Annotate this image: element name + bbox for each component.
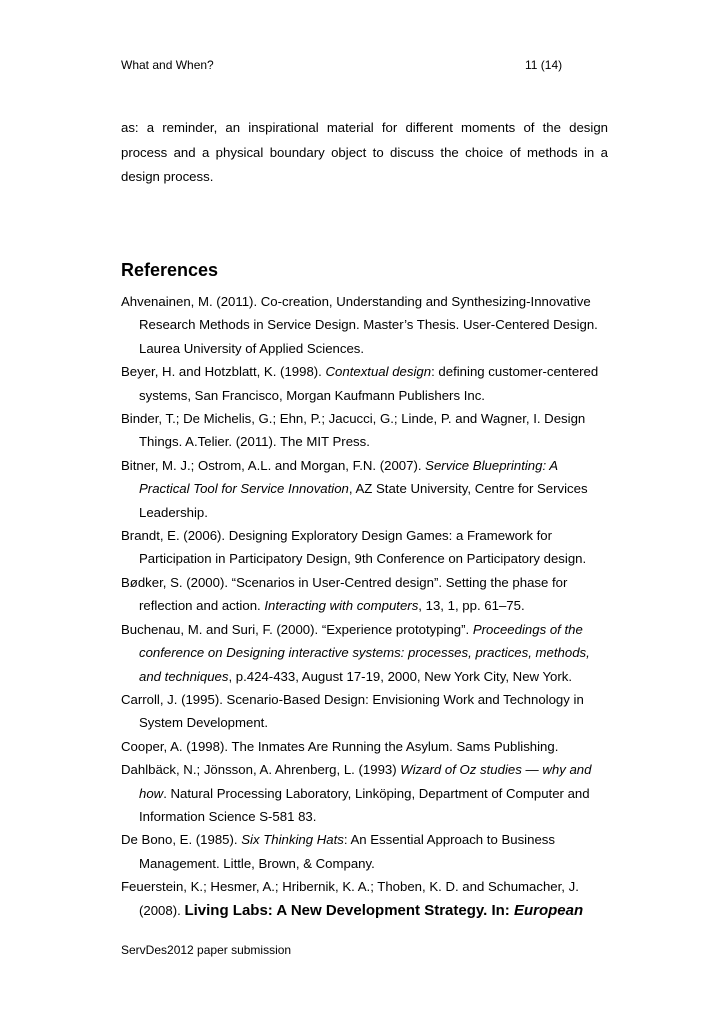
reference-item: Carroll, J. (1995). Scenario-Based Design: Envisioning Work and Technology in System Development. bbox=[121, 691, 584, 731]
reference-item: Ahvenainen, M. (2011). Co-creation, Understanding and Synthesizing-Innovative Research Methods in Service Design. Master’s Thesis. User-Centered Design. Laurea University of Applied Sciences. bbox=[121, 294, 598, 356]
reference-item: Buchenau, M. and Suri, F. (2000). “Experience prototyping”. Proceedings of the conference on Designing interactive systems: processes, practices, methods, and techniques, p.424-433, August 17-19, 2000, New York City, New York. bbox=[121, 621, 590, 684]
reference-item: Beyer, H. and Hotzblatt, K. (1998). Contextual design: defining customer-centered systems, San Francisco, Morgan Kaufmann Publishers Inc. bbox=[121, 364, 599, 403]
reference-item: Binder, T.; De Michelis, G.; Ehn, P.; Jacucci, G.; Linde, P. and Wagner, I. Design Things. A.Telier. (2011). The MIT Press. bbox=[121, 411, 586, 450]
reference-item: Bødker, S. (2000). “Scenarios in User-Centred design”. Setting the phase for reflection and action. Interacting with computers, 13, 1, pp. 61–75. bbox=[121, 574, 568, 614]
page-header bbox=[121, 58, 608, 72]
reference-item: De Bono, E. (1985). Six Thinking Hats: An Essential Approach to Business Management. Little, Brown, & Company. bbox=[121, 832, 555, 871]
references-list bbox=[121, 290, 608, 922]
reference-item: Cooper, A. (1998). The Inmates Are Running the Asylum. Sams Publishing. bbox=[121, 738, 559, 754]
page-number: 11 (14) bbox=[525, 58, 563, 72]
page-footer: ServDes2012 paper submission bbox=[121, 943, 292, 957]
references-heading: References bbox=[121, 260, 219, 280]
intro-paragraph: as: a reminder, an inspirational material for different moments of the design process and a physical boundary object to discuss the choice of methods in a design process. bbox=[121, 120, 608, 184]
running-title: What and When? bbox=[121, 58, 214, 72]
reference-item: Brandt, E. (2006). Designing Exploratory Design Games: a Framework for Participation in Participatory Design, 9th Conference on Participatory design. bbox=[121, 528, 587, 567]
reference-item: Bitner, M. J.; Ostrom, A.L. and Morgan, F.N. (2007). Service Blueprinting: A Practical Tool for Service Innovation, AZ State University, Centre for Services Leadership. bbox=[121, 457, 588, 520]
reference-item: Feuerstein, K.; Hesmer, A.; Hribernik, K. A.; Thoben, K. D. and Schumacher, J. (2008). Living Labs: A New Development Strategy. In: European bbox=[121, 879, 584, 919]
reference-item: Dahlbäck, N.; Jönsson, A. Ahrenberg, L. (1993) Wizard of Oz studies — why and how. Natural Processing Laboratory, Linköping, Department of Computer and Information Science S-581 83. bbox=[121, 762, 592, 824]
